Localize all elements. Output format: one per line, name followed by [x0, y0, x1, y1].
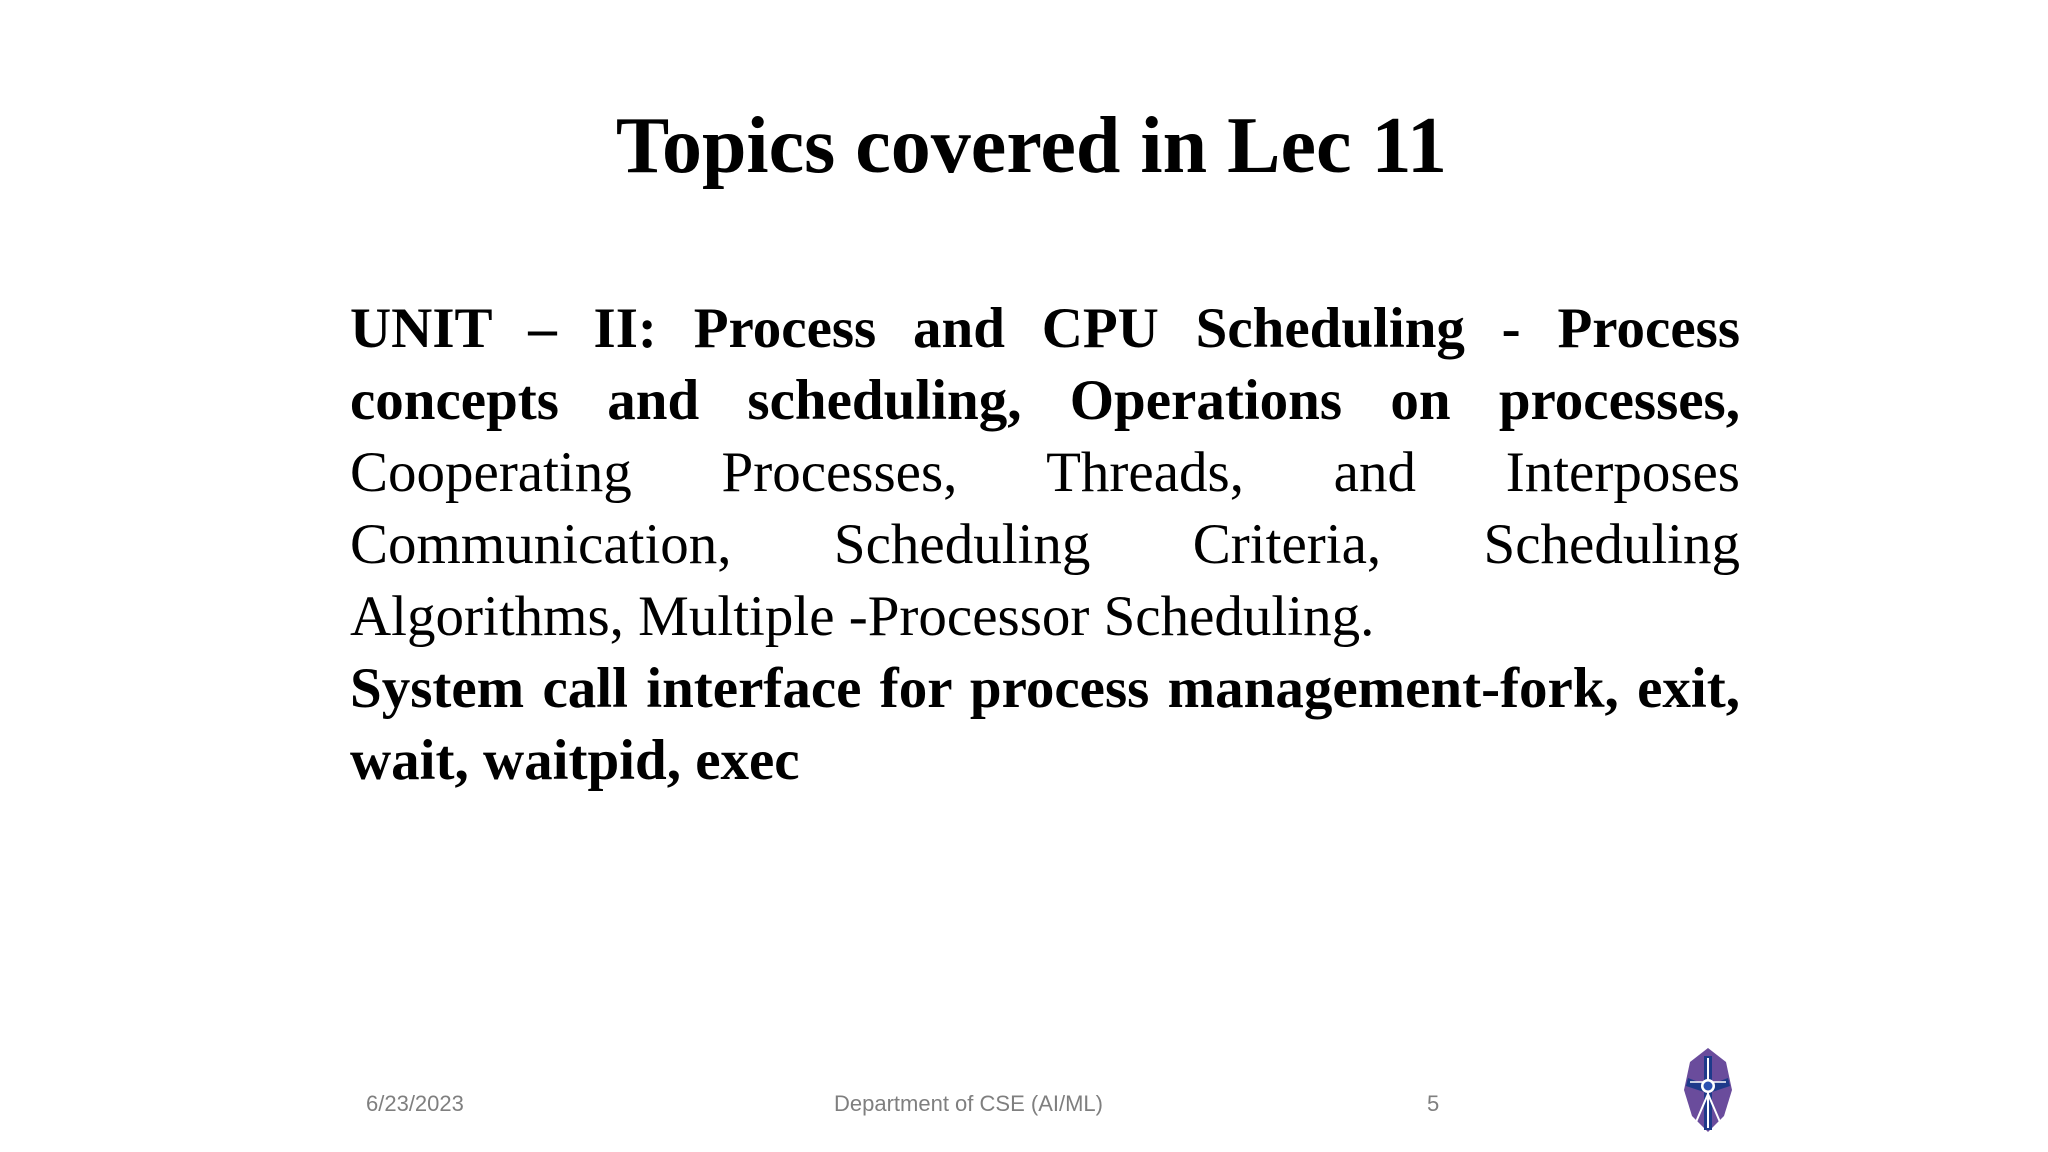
topics-paragraph-syscall	[350, 653, 1740, 797]
unit-topics-text: Cooperating Processes, Threads, and Interposes Communication, Scheduling Criteria, Scheduling Algorithms, Multiple -Processor Scheduling.	[350, 441, 1740, 648]
footer-department: Department of CSE (AI/ML)	[834, 1091, 1103, 1116]
unit-heading-text: UNIT – II: Process and CPU Scheduling - Process concepts and scheduling, Operations on processes,	[350, 297, 1740, 432]
footer-date: 6/23/2023	[366, 1091, 464, 1116]
footer-page-number: 5	[1427, 1091, 1440, 1116]
topics-paragraph-unit	[350, 293, 1740, 653]
syscall-heading-text: System call interface for process management-fork, exit, wait, waitpid, exec	[350, 657, 1740, 792]
slide-body	[350, 293, 1740, 797]
slide-title: Topics covered in Lec 11	[615, 102, 1448, 190]
university-emblem-icon	[1682, 1046, 1734, 1134]
